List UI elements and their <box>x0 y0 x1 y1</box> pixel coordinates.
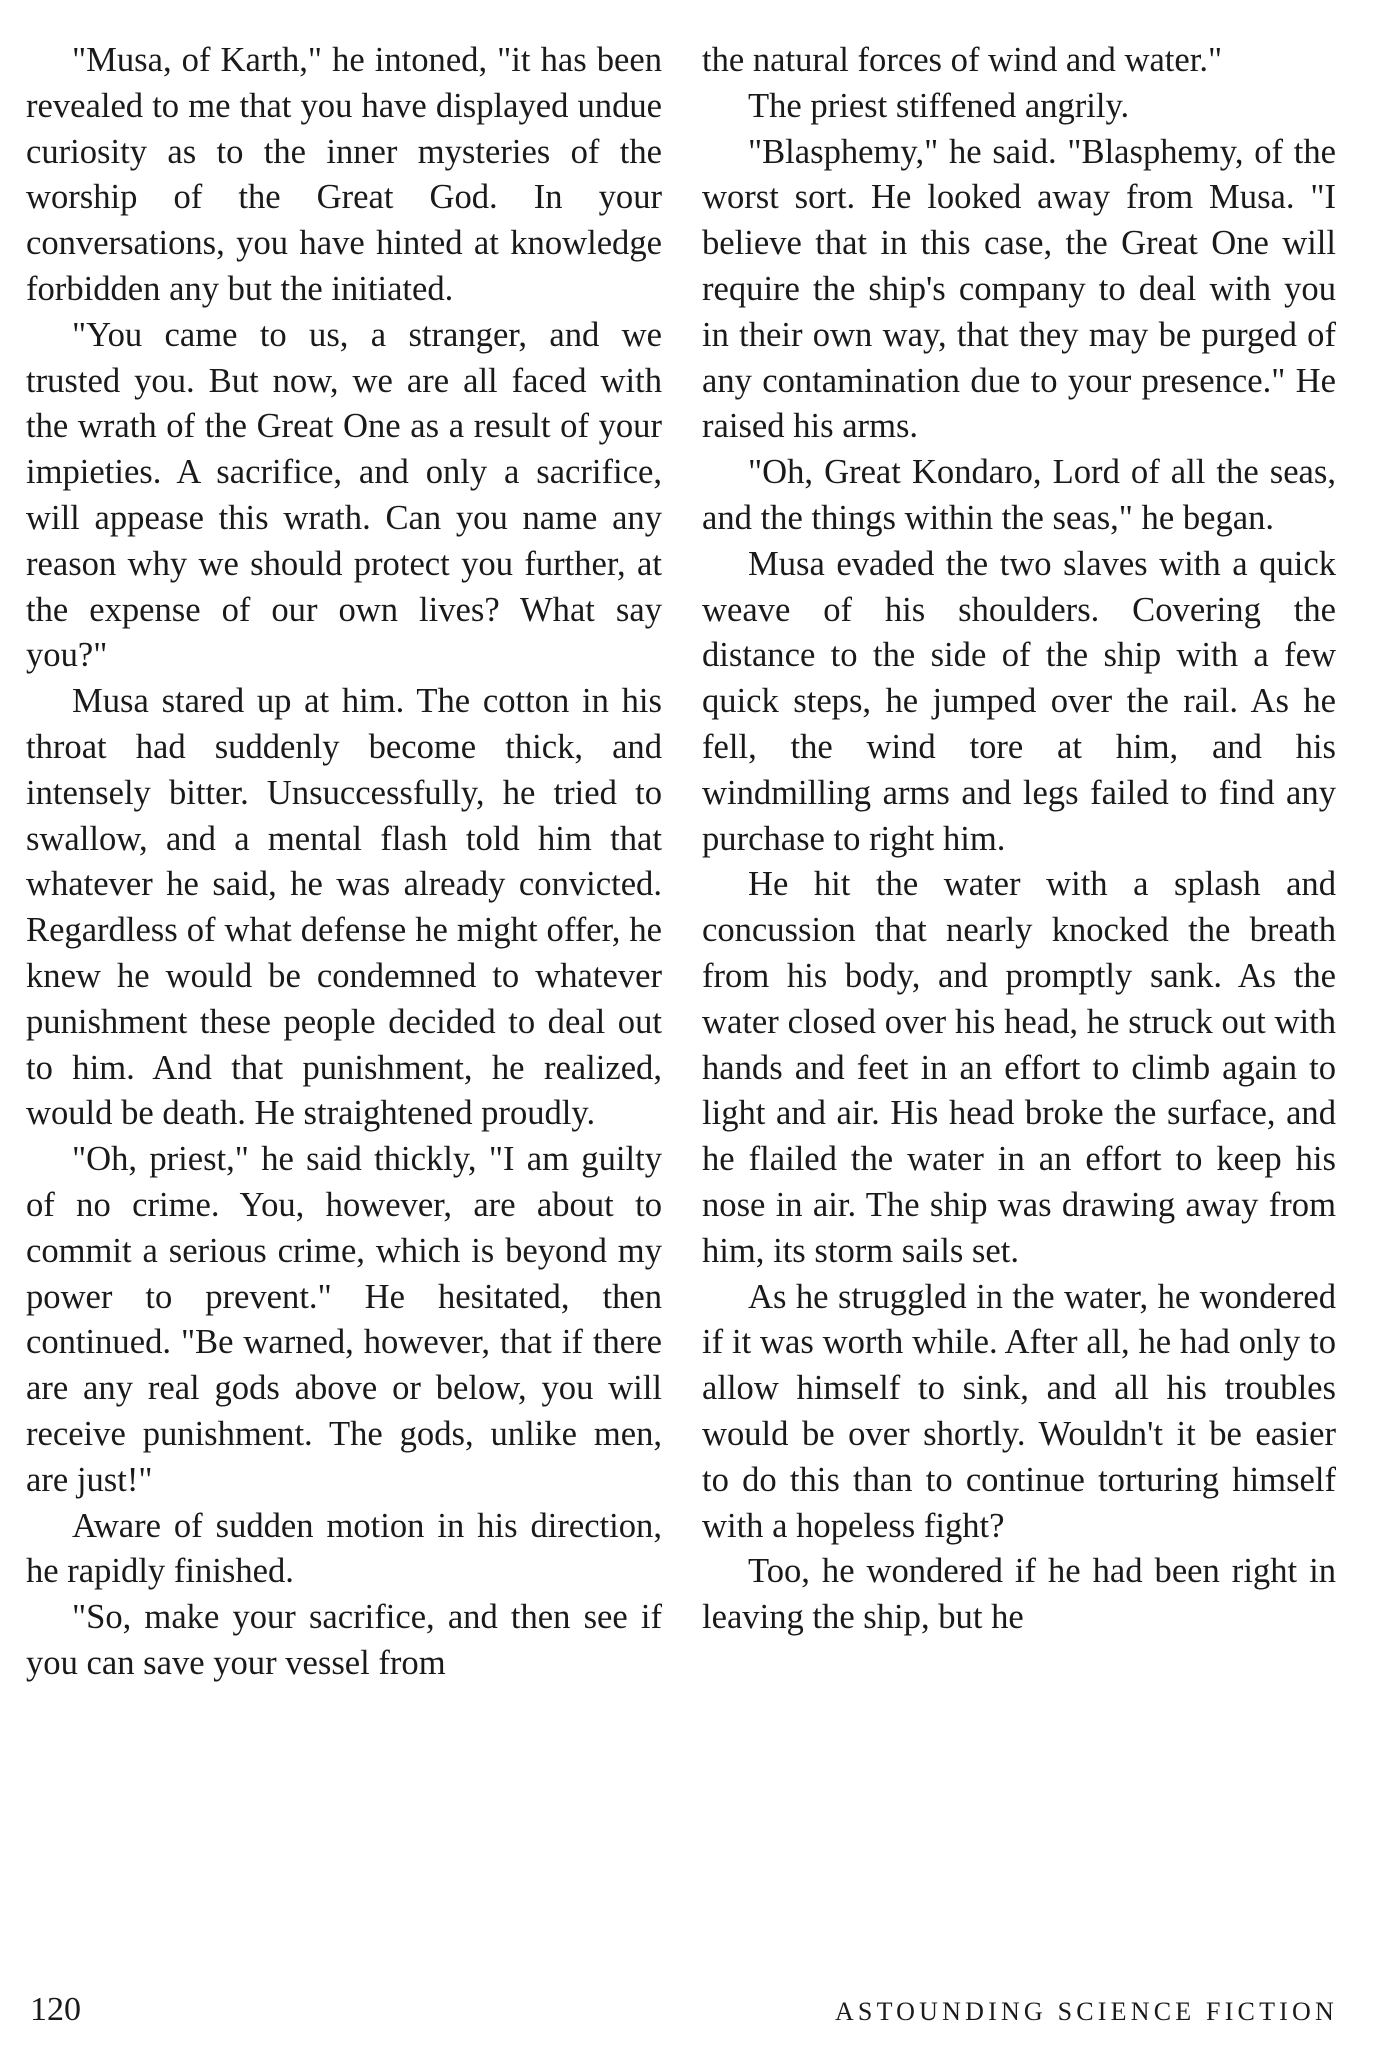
paragraph: "Oh, Great Kondaro, Lord of all the seas, and the things within the seas," he began. <box>702 453 1336 537</box>
paragraph: The priest stiffened angrily. <box>748 86 1130 125</box>
running-title: ASTOUNDING SCIENCE FICTION <box>834 1997 1338 2026</box>
right-column <box>702 38 1336 1641</box>
left-column <box>26 38 662 1687</box>
paragraph: Aware of sudden motion in his direction, he rapidly finished. <box>26 1506 662 1591</box>
paragraph: "You came to us, a stranger, and we trusted you. But now, we are all faced with the wrath of the Great One as a result of your impieties. A sacrifice, and only a sacrifice, will appease this wrath. Can you name any reason why we should protect you further, at the expense of our own lives? What say you?" <box>26 315 662 675</box>
paragraph: Too, he wondered if he had been right in leaving the ship, but he <box>702 1552 1336 1637</box>
paragraph: "Blasphemy," he said. "Blasphemy, of the worst sort. He looked away from Musa. "I believe that in this case, the Great One will require the ship's company to deal with you in their own way, that they may be purged of any contamination due to your presence." He raised his arms. <box>702 132 1336 446</box>
page-footer <box>0 1990 1376 2040</box>
page-number: 120 <box>30 1991 81 2028</box>
paragraph: He hit the water with a splash and concussion that nearly knocked the breath from his body, and promptly sank. As the water closed over his head, he struck out with hands and feet in an effort to climb again to light and air. His head broke the surface, and he flailed the water in an effort to keep his nose in air. The ship was drawing away from him, its storm sails set. <box>702 865 1336 1270</box>
paragraph: Musa stared up at him. The cotton in his throat had suddenly become thick, and intensely bitter. Unsuccessfully, he tried to swallow, and a mental flash told him that whatever he said, he was already convicted. Regardless of what defense he might offer, he knew he would be condemned to whatever punishment these people decided to deal out to him. And that punishment, he realized, would be death. He straightened proudly. <box>26 682 662 1133</box>
paragraph: As he struggled in the water, he wondered if it was worth while. After all, he had only to allow himself to sink, and all his troubles would be over shortly. Wouldn't it be easier to do this than to continue torturing himself with a hopeless fight? <box>702 1277 1336 1545</box>
paragraph: "Oh, priest," he said thickly, "I am guilty of no crime. You, however, are about to commit a serious crime, which is beyond my power to prevent." He hesitated, then continued. "Be warned, however, that if there are any real gods above or below, you will receive punishment. The gods, unlike men, are just!" <box>26 1140 662 1499</box>
paragraph: "Musa, of Karth," he intoned, "it has been revealed to me that you have displayed undue curiosity as to the inner mysteries of the worship of the Great God. In your conversations, you have hinted at knowledge forbidden any but the initiated. <box>26 41 662 308</box>
paragraph-continued: the natural forces of wind and water." <box>702 41 1223 79</box>
paragraph: Musa evaded the two slaves with a quick weave of his shoulders. Covering the distance to the side of the ship with a few quick steps, he jumped over the rail. As he fell, the wind tore at him, and his windmilling arms and legs failed to find any purchase to right him. <box>702 544 1336 858</box>
paragraph: "So, make your sacrifice, and then see if you can save your vessel from <box>26 1598 662 1682</box>
